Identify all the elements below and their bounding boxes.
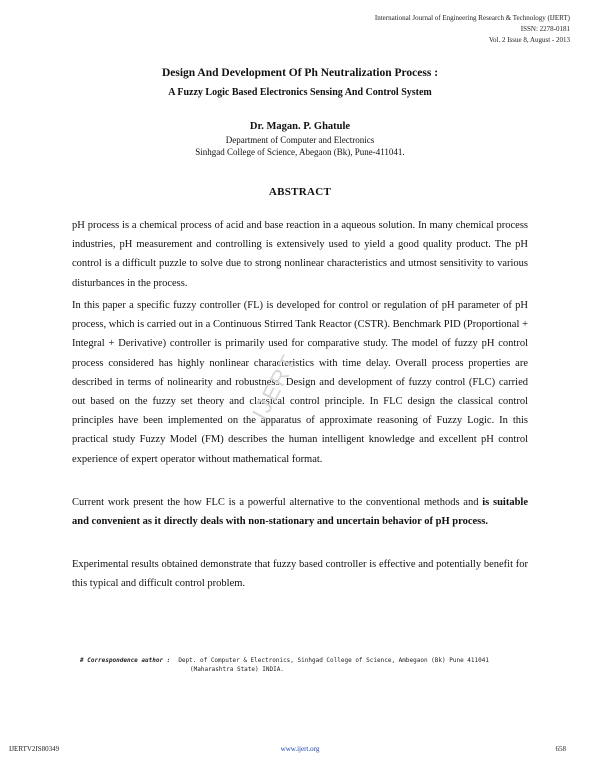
abstract-paragraph-4: Experimental results obtained demonstrate that fuzzy based controller is effective and potentially benefit for this typical and difficult control problem. [72,559,528,590]
paragraph-3-bold-text: is suitable and convenient as it directly deals with non-stationary and uncertain behavior of pH process. [72,497,528,528]
correspondence-label: # Correspondence author : [80,657,171,664]
paragraph-3-text: Current work present the how FLC is a powerful alternative to the conventional methods and [72,497,483,508]
journal-website-link[interactable]: www.ijert.org [280,745,320,753]
volume-issue: Vol. 2 Issue 8, August - 2013 [488,36,570,44]
author-name: Dr. Magan. P. Ghatule [249,121,351,132]
correspondence-address-line-2: (Maharashtra State) INDIA. [190,666,284,673]
author-department: Department of Computer and Electronics [225,135,375,145]
issn: ISSN: 2278-0181 [520,25,570,33]
page-number: 658 [555,745,566,753]
correspondence-note [80,656,489,674]
journal-name: International Journal of Engineering Research & Technology (IJERT) [374,14,570,22]
paper-id: IJERTV2IS80349 [9,745,60,753]
paper-subtitle: A Fuzzy Logic Based Electronics Sensing And Control System [168,87,432,98]
abstract-paragraph-2: In this paper a specific fuzzy controller (FL) is developed for control or regulation of pH parameter of pH process, which is carried out in a Continuous Stirred Tank Reactor (CSTR). Benchmark PID (Proportional + Integral + Derivative) controller is primarily used for comparative study. The model of fuzzy pH control process considered has highly nonlinear characteristics with time delay. Overall process properties are described in terms of nolinearity and robustness. Design and development of fuzzy control (FLC) carried out based on the fuzzy set theory and classical control principle. In FLC design the classical control principles have been implemented on the apparatus of approximate reasoning of Fuzzy Logic. In this practical study Fuzzy Model (FM) describes the human intelligent knowledge and excellent pH control experience of expert operator without mathematical format. [72,300,528,465]
abstract-paragraph-1: pH process is a chemical process of acid and base reaction in a aqueous solution. In many chemical process industries, pH measurement and controlling is extensively used to yield a good quality product. The pH control is a difficult puzzle to solve due to strong nonlinear characteristics and utmost sensitivity to various disturbances in the process. [72,220,528,289]
paper-title: Design And Development Of Ph Neutralization Process : [161,67,439,79]
author-college: Sinhgad College of Science, Abegaon (Bk), Pune-411041. [195,147,405,157]
correspondence-address: Dept. of Computer & Electronics, Sinhgad College of Science, Ambegaon (Bk) Pune 411041 [178,657,489,664]
watermark: IJERT [247,349,303,424]
abstract-heading: ABSTRACT [268,186,332,198]
abstract-paragraph-3 [72,493,528,531]
